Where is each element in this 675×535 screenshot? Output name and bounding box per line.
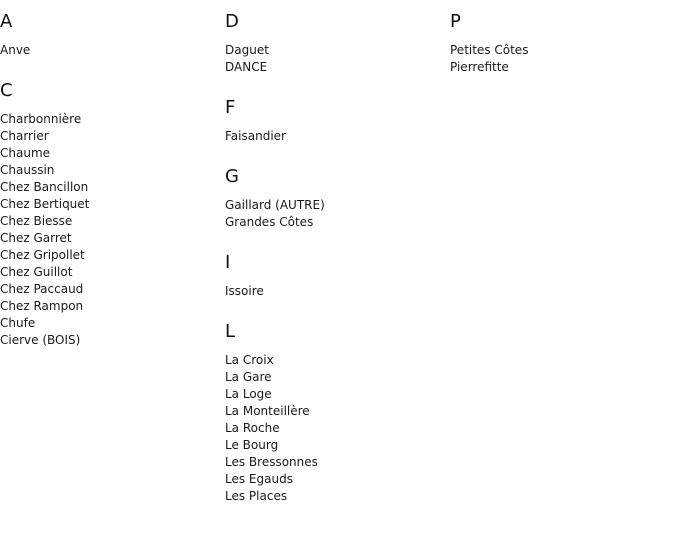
- place-link-chez-guillot[interactable]: Chez Guillot: [0, 265, 73, 279]
- letter-group-p: [450, 10, 665, 76]
- letter-group-c: [0, 79, 215, 349]
- place-link-anve[interactable]: Anve: [0, 43, 31, 57]
- place-link-petites-cotes[interactable]: Petites Côtes: [450, 43, 529, 57]
- place-link-charrier[interactable]: Charrier: [0, 129, 49, 143]
- place-link-les-egauds[interactable]: Les Egauds: [225, 472, 293, 486]
- place-link-chez-gripollet[interactable]: Chez Gripollet: [0, 248, 85, 262]
- letter-group-a: [0, 10, 215, 59]
- place-link-dance[interactable]: DANCE: [225, 60, 268, 74]
- place-link-chez-rampon[interactable]: Chez Rampon: [0, 299, 84, 313]
- place-link-le-bourg[interactable]: Le Bourg: [225, 438, 279, 452]
- letter-group-l: [225, 320, 440, 505]
- place-link-issoire[interactable]: Issoire: [225, 284, 264, 298]
- group-letter-heading: P: [450, 11, 461, 32]
- place-link-la-loge[interactable]: La Loge: [225, 387, 272, 401]
- index-column-3: [450, 10, 665, 96]
- group-letter-heading: G: [225, 166, 239, 187]
- place-link-la-gare[interactable]: La Gare: [225, 370, 272, 384]
- place-link-faisandier[interactable]: Faisandier: [225, 129, 286, 143]
- group-letter-heading: C: [0, 80, 13, 101]
- place-link-cierve-bois[interactable]: Cierve (BOIS): [0, 333, 81, 347]
- group-letter-heading: F: [225, 97, 236, 118]
- place-link-les-bressonnes[interactable]: Les Bressonnes: [225, 455, 318, 469]
- place-link-la-croix[interactable]: La Croix: [225, 353, 274, 367]
- letter-group-i: [225, 251, 440, 300]
- place-link-chaume[interactable]: Chaume: [0, 146, 51, 160]
- letter-group-f: [225, 96, 440, 145]
- place-link-chez-paccaud[interactable]: Chez Paccaud: [0, 282, 84, 296]
- place-link-chufe[interactable]: Chufe: [0, 316, 36, 330]
- place-link-la-roche[interactable]: La Roche: [225, 421, 280, 435]
- place-link-les-places[interactable]: Les Places: [225, 489, 288, 503]
- group-letter-heading: L: [225, 321, 236, 342]
- place-link-charbonniere[interactable]: Charbonnière: [0, 112, 82, 126]
- place-link-gaillard-autre[interactable]: Gaillard (AUTRE): [225, 198, 325, 212]
- place-link-la-monteillere[interactable]: La Monteillère: [225, 404, 310, 418]
- group-letter-heading: A: [0, 11, 13, 32]
- place-link-pierrefitte[interactable]: Pierrefitte: [450, 60, 509, 74]
- letter-group-g: [225, 165, 440, 231]
- group-letter-heading: D: [225, 11, 239, 32]
- place-link-chez-bertiquet[interactable]: Chez Bertiquet: [0, 197, 90, 211]
- place-link-chaussin[interactable]: Chaussin: [0, 163, 55, 177]
- place-link-chez-biesse[interactable]: Chez Biesse: [0, 214, 73, 228]
- group-letter-heading: I: [225, 252, 231, 273]
- index-column-2: [225, 10, 440, 525]
- place-link-chez-garret[interactable]: Chez Garret: [0, 231, 72, 245]
- place-link-grandes-cotes[interactable]: Grandes Côtes: [225, 215, 314, 229]
- place-link-daguet[interactable]: Daguet: [225, 43, 269, 57]
- place-link-chez-bancillon[interactable]: Chez Bancillon: [0, 180, 89, 194]
- letter-group-d: [225, 10, 440, 76]
- index-column-1: [0, 10, 215, 369]
